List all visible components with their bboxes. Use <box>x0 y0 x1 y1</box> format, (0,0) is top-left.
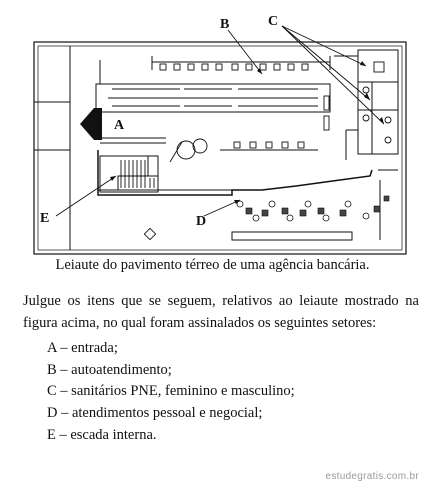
list-item: B – autoatendimento; <box>47 361 172 378</box>
entrance-marker <box>80 108 94 140</box>
watermark: estudegratis.com.br <box>325 471 419 482</box>
label-e: E <box>40 211 50 226</box>
figure-caption: Leiaute do pavimento térreo de uma agência bancária. <box>55 257 370 273</box>
label-d: D <box>196 214 207 229</box>
list-item: E – escada interna. <box>47 426 157 443</box>
outer-wall <box>34 42 406 254</box>
label-a: A <box>114 118 125 133</box>
sector-list <box>47 338 295 446</box>
label-c: C <box>268 14 279 29</box>
question-intro: Julgue os itens que se seguem, relativos ao leiaute mostrado na figura acima, no qual foram assinalados os seguintes setores: <box>23 293 419 331</box>
list-item: D – atendimentos pessoal e negocial; <box>47 405 263 422</box>
list-item: A – entrada; <box>47 340 118 356</box>
list-item: C – sanitários PNE, feminino e masculino; <box>47 383 295 400</box>
label-b: B <box>220 17 230 32</box>
